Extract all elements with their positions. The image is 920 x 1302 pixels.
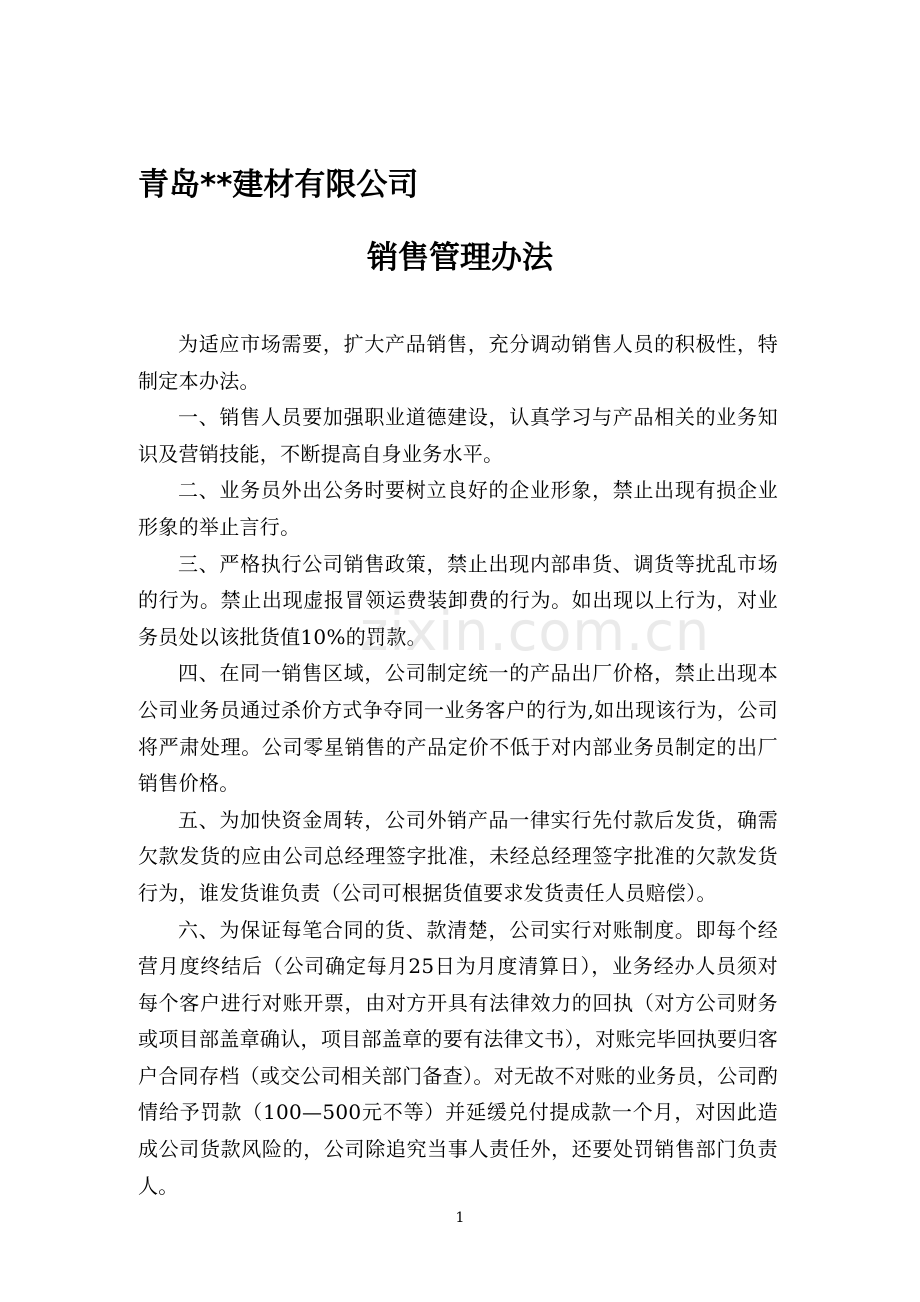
document-title [0, 233, 920, 283]
company-name: 青岛**建材有限公司 [138, 167, 419, 203]
paragraph-4: 四、在同一销售区域，公司制定统一的产品出厂价格，禁止出现本公司业务员通过杀价方式争夺同一业务客户的行为,如出现该行为，公司将严肃处理。公司零星销售的产品定价不低于对内部业务员制定的出厂销售价格。 [138, 661, 778, 796]
paragraph-5: 五、为加快资金周转，公司外销产品一律实行先付款后发货，确需欠款发货的应由公司总经理签字批准，未经总经理签字批准的欠款发货行为，谁发货谁负责（公司可根据货值要求发货责任人员赔偿）。 [138, 807, 778, 905]
watermark: zixin.com.cn [360, 600, 711, 663]
document-body [138, 326, 778, 1204]
page-number: 1 [455, 1210, 465, 1226]
paragraph-6: 六、为保证每笔合同的货、款清楚，公司实行对账制度。即每个经营月度终结后（公司确定每月25日为月度清算日），业务经办人员须对每个客户进行对账开票，由对方开具有法律效力的回执（对方公司财务或项目部盖章确认，项目部盖章的要有法律文书），对账完毕回执要归客户合同存档（或交公司相关部门备查）。对无故不对账的业务员，公司酌情给予罚款（100—500元不等）并延缓兑付提成款一个月，对因此造成公司货款风险的，公司除追究当事人责任外，还要处罚销售部门负责人。 [138, 917, 778, 1198]
paragraph-2: 二、业务员外出公务时要树立良好的企业形象，禁止出现有损企业形象的举止言行。 [138, 478, 778, 539]
paragraph-1: 一、销售人员要加强职业道德建设，认真学习与产品相关的业务知识及营销技能，不断提高自身业务水平。 [138, 405, 778, 466]
paragraph-3: 三、严格执行公司销售政策，禁止出现内部串货、调货等扰乱市场的行为。禁止出现虚报冒领运费装卸费的行为。如出现以上行为，对业务员处以该批货值10%的罚款。 [138, 551, 778, 649]
document-title-text: 销售管理办法 [367, 240, 553, 276]
paragraph-intro: 为适应市场需要，扩大产品销售，充分调动销售人员的积极性，特制定本办法。 [138, 332, 778, 393]
